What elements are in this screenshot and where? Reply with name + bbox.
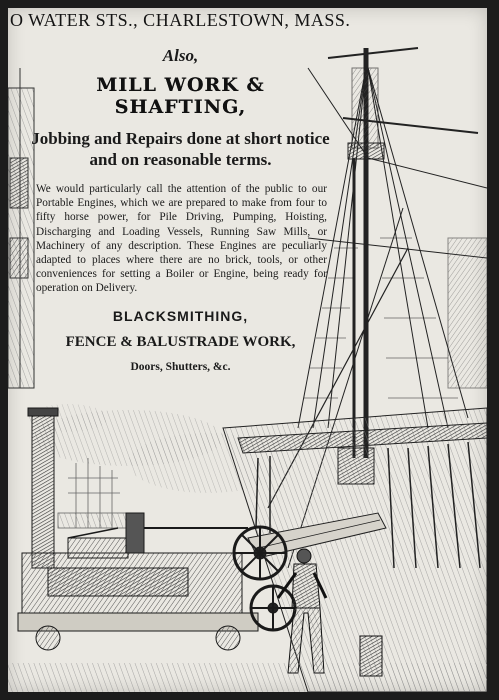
fence-balustrade-heading: FENCE & BALUSTRADE WORK,: [65, 333, 296, 350]
ad-text-column: [28, 46, 333, 373]
address-header: [8, 10, 487, 31]
portable-engines-paragraph: We would particularly call the attention of the public to our Portable Engines, which we are prepared to make from four to fifty horse power, for Pile Driving, Pumping, Hoisting, Discharging and Loading Vessels, Running Saw Mills, or Machinery of any description. These Engines are peculiarly adapted to places where there are no brick, tools, or other conveniences for setting a Boiler or Engine, being ready for operation on Delivery.: [36, 183, 327, 295]
jobbing-notice: Jobbing and Repairs done at short notice and on reasonable terms.: [31, 129, 330, 169]
address-text: O WATER STS., CHARLESTOWN, MASS.: [10, 10, 351, 30]
blacksmithing-heading: BLACKSMITHING,: [112, 307, 249, 324]
mill-work-heading: MILL WORK & SHAFTING,: [96, 74, 265, 118]
advertisement-page: [8, 8, 487, 692]
wharf-ground: [8, 663, 487, 692]
doors-shutters-line: Doors, Shutters, &c.: [130, 360, 231, 373]
also-line: Also,: [162, 46, 199, 65]
